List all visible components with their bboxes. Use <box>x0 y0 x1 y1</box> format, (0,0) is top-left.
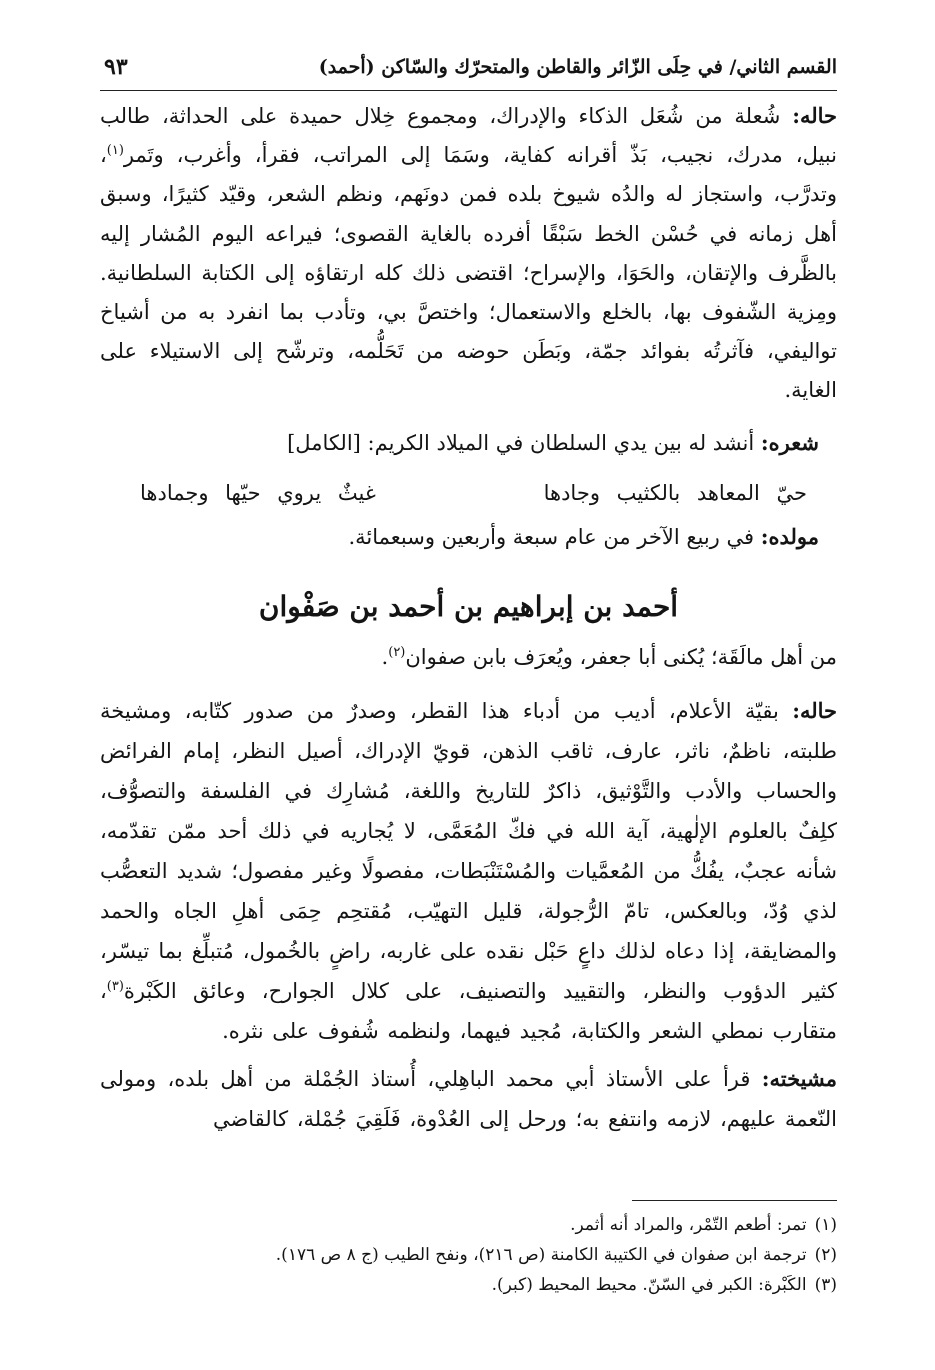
footnote-number: (١) <box>814 1215 837 1235</box>
main-text <box>100 96 837 1147</box>
hal-text-part1: شُعلة من شُعَل الذكاء والإدراك، ومجموع خِلال حميدة على الحداثة، طالب نبيل، مدرك، نجيب، بَذّ أقرانه كفاية، وسَمَا إلى المراتب، فقرأ، وأغرب، وتَمر <box>100 104 837 168</box>
footnote-3 <box>100 1270 837 1300</box>
verse-hemistich-1: حيّ المعاهد بالكثيب وجادها <box>543 480 807 505</box>
footnote-text: الكَبْرة: الكبر في السّنّ. محيط المحيط (كبر). <box>491 1275 807 1295</box>
hal-label-2: حاله: <box>792 697 837 723</box>
footnote-ref-3[interactable]: (٣) <box>106 978 124 994</box>
footnote-number: (٣) <box>814 1275 837 1295</box>
entry2-intro <box>100 637 837 677</box>
hal2-text-part1: بقيّة الأعلام، أديب من أدباء هذا القطر، وصدرٌ من صدور كتّابه، ومشيخة طلبته، ناظمٌ، ناثر، عارف، ثاقب الذهن، قويّ الإدراك، أصيل النظر، إمام الفرائض والحساب والأدب والتَّوْثيق، ذاكرٌ للتاريخ واللغة، مُشارِك في الفلسفة والتصوُّف، كلِفٌ بالعلوم الإلٰهية، آية الله في فكّ المُعَمَّى، لا يُجاريه في ذلك أحد ممّن تقدّمه، شأنه عجبٌ، يفُكُّ من المُعمَّيات والمُسْتَنْبَطات، مفصولًا وغير مفصول؛ شديد التعصُّب لذي وُدّ، وبالعكس، تامّ الرُّجولة، قليل التهيّب، مُقتحِم حِمَى أهلِ الجاه والحمد والمضايقة، إذا دعاه لذلك داعٍ حَبْل نقده على غاربه، راضٍ بالخُمول، مُتبلِّغ بما تيسّر، كثير الدؤوب والنظر، والتقييد والتصنيف، على كلال الجوارح، وعائق الكَبْرة <box>100 698 837 1003</box>
intro-end: . <box>381 644 389 669</box>
footnote-1 <box>100 1210 837 1240</box>
footnote-number: (٢) <box>814 1245 837 1265</box>
footnote-2 <box>100 1240 837 1270</box>
footnote-text: تمر: أطعم التّمْر، والمراد أنه أثمر. <box>570 1215 807 1235</box>
running-header <box>100 50 837 91</box>
mashyakha-label: مشيخته: <box>761 1065 837 1091</box>
footnotes <box>100 1210 837 1300</box>
shiir-line <box>100 421 837 465</box>
verse-line <box>100 471 837 515</box>
poetry-section <box>100 421 837 559</box>
footnote-text: ترجمة ابن صفوان في الكتيبة الكامنة (ص ٢١٦)، ونفح الطيب (ج ٨ ص ١٧٦). <box>275 1245 807 1265</box>
hal2-text-part2: ، متقارب نمطي الشعر والكتابة، مُجيد فيهما، ولنظمه شُفوف على نثره. <box>100 978 837 1043</box>
verse-hemistich-2: غيثٌ يروي حيّها وجمادها <box>140 480 376 505</box>
page-number: ٩٣ <box>104 54 128 80</box>
entry2-hal-paragraph <box>100 691 837 1051</box>
intro-text: من أهل مالَقَة؛ يُكنى أبا جعفر، ويُعرَف بابن صفوان <box>405 644 837 669</box>
shiir-text: أنشد له بين يدي السلطان في الميلاد الكريم: [الكامل] <box>287 430 761 455</box>
footnote-ref-2[interactable]: (٢) <box>388 644 406 660</box>
hal-text-part2: ، وتدرَّب، واستجاز له والدُه شيوخ بلده فمن دونَهم، ونظم الشعر، وقيّد كثيرًا، وسبق أهل زمانه في حُسْن الخط سَبْقًا أفرده بالغاية القصوى؛ فيراعه اليوم المُشار إليه بالظَّرف والإتقان، والحَوَا، والإسراح؛ اقتضى ذلك كله ارتقاؤه إلى الكتابة السلطانية. ومِزية الشّفوف بها، بالخلع والاستعمال؛ واختصَّ بي، وتأدب بما انفرد به من أشياخ تواليفي، فآثرتُه بفوائد جمّة، وبَطَن حوضه من تَحَلُّمه، وترشّح إلى الاستيلاء على الغاية. <box>100 143 837 403</box>
mawlid-line <box>100 515 837 559</box>
entry1-hal-paragraph <box>100 96 837 411</box>
entry2-heading: أحمد بن إبراهيم بن أحمد بن صَفْوان <box>258 589 679 623</box>
mawlid-text: في ربيع الآخر من عام سبعة وأربعين وسبعمائة. <box>348 524 761 549</box>
hal-label: حاله: <box>792 103 837 128</box>
mashyakha-text: قرأ على الأستاذ أبي محمد الباهِلي، أُستاذ الجُمْلة من أهل بلده، ومولى النّعمة عليهم، لازمه وانتفع به؛ ورحل إلى العُدْوة، فَلَقِيَ جُمْلة، كالقاضي <box>100 1066 837 1131</box>
footnote-ref-1[interactable]: (١) <box>106 143 124 159</box>
mashyakha-paragraph <box>100 1059 837 1139</box>
running-title: القسم الثاني/ في حِلَى الزّائر والقاطن والمتحرّك والسّاكن (أحمد) <box>318 56 837 78</box>
footnote-divider <box>632 1200 837 1201</box>
shiir-label: شعره: <box>760 429 819 455</box>
mawlid-label: مولده: <box>760 523 819 549</box>
